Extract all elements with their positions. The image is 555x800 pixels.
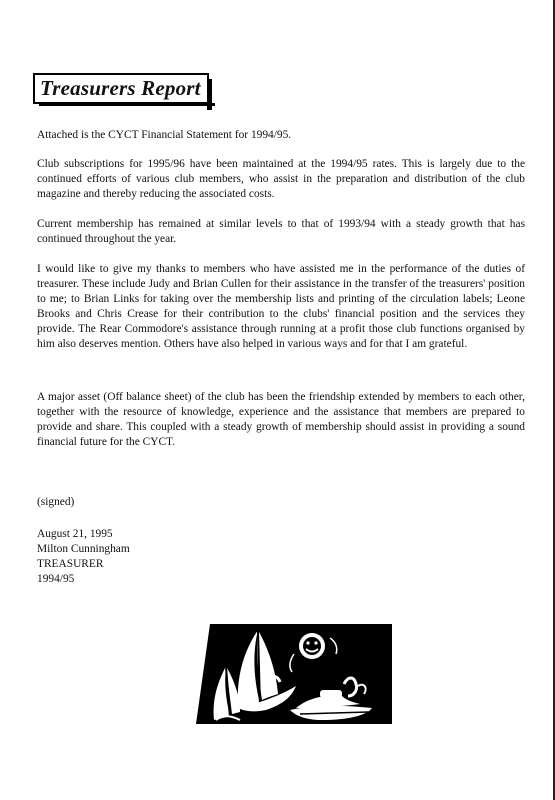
signed-note: (signed) xyxy=(37,496,75,508)
title-box xyxy=(33,73,209,104)
page-title: Treasurers Report xyxy=(40,76,201,100)
signature-role: TREASURER xyxy=(37,558,104,570)
title-box-shadow-bottom xyxy=(39,103,215,106)
paragraph-financial-statement: Attached is the CYCT Financial Statement for 1994/95. xyxy=(37,129,292,141)
paragraph-major-asset: A major asset (Off balance sheet) of the club has been the friendship extended by members to each other, together with the resource of knowledge, experience and the assistance that members are prepared to provide and share. This coupled with a steady growth of membership should assist in providing a sound financial future for the CYCT. xyxy=(37,391,525,448)
paragraph-membership: Current membership has remained at similar levels to that of 1993/94 with a steady growth that has continued throughout the year. xyxy=(37,218,525,245)
sailboats-and-motorboat-woodcut-icon xyxy=(196,624,392,724)
signature-block xyxy=(37,527,130,587)
paragraph-thanks: I would like to give my thanks to members who have assisted me in the performance of the duties of treasurer. These include Judy and Brian Cullen for their assistance in the transfer of the treasurers' position to me; to Brian Links for taking over the membership lists and printing of the circulation labels; Leone Brooks and Chris Crease for their contribution to the clubs' financial position and the services they provide. The Rear Commodore's assistance through running at a profit those club functions organised by him also deserves mention. Others have also helped in various ways and for that I am grateful. xyxy=(37,263,525,350)
signature-name: Milton Cunningham xyxy=(37,543,130,555)
signature-term: 1994/95 xyxy=(37,573,75,585)
signature-date: August 21, 1995 xyxy=(37,528,113,540)
paragraph-subscriptions: Club subscriptions for 1995/96 have been maintained at the 1994/95 rates. This is largely due to the continued efforts of various club members, who assist in the preparation and distribution of the club magazine and thereby reducing the associated costs. xyxy=(37,158,525,200)
